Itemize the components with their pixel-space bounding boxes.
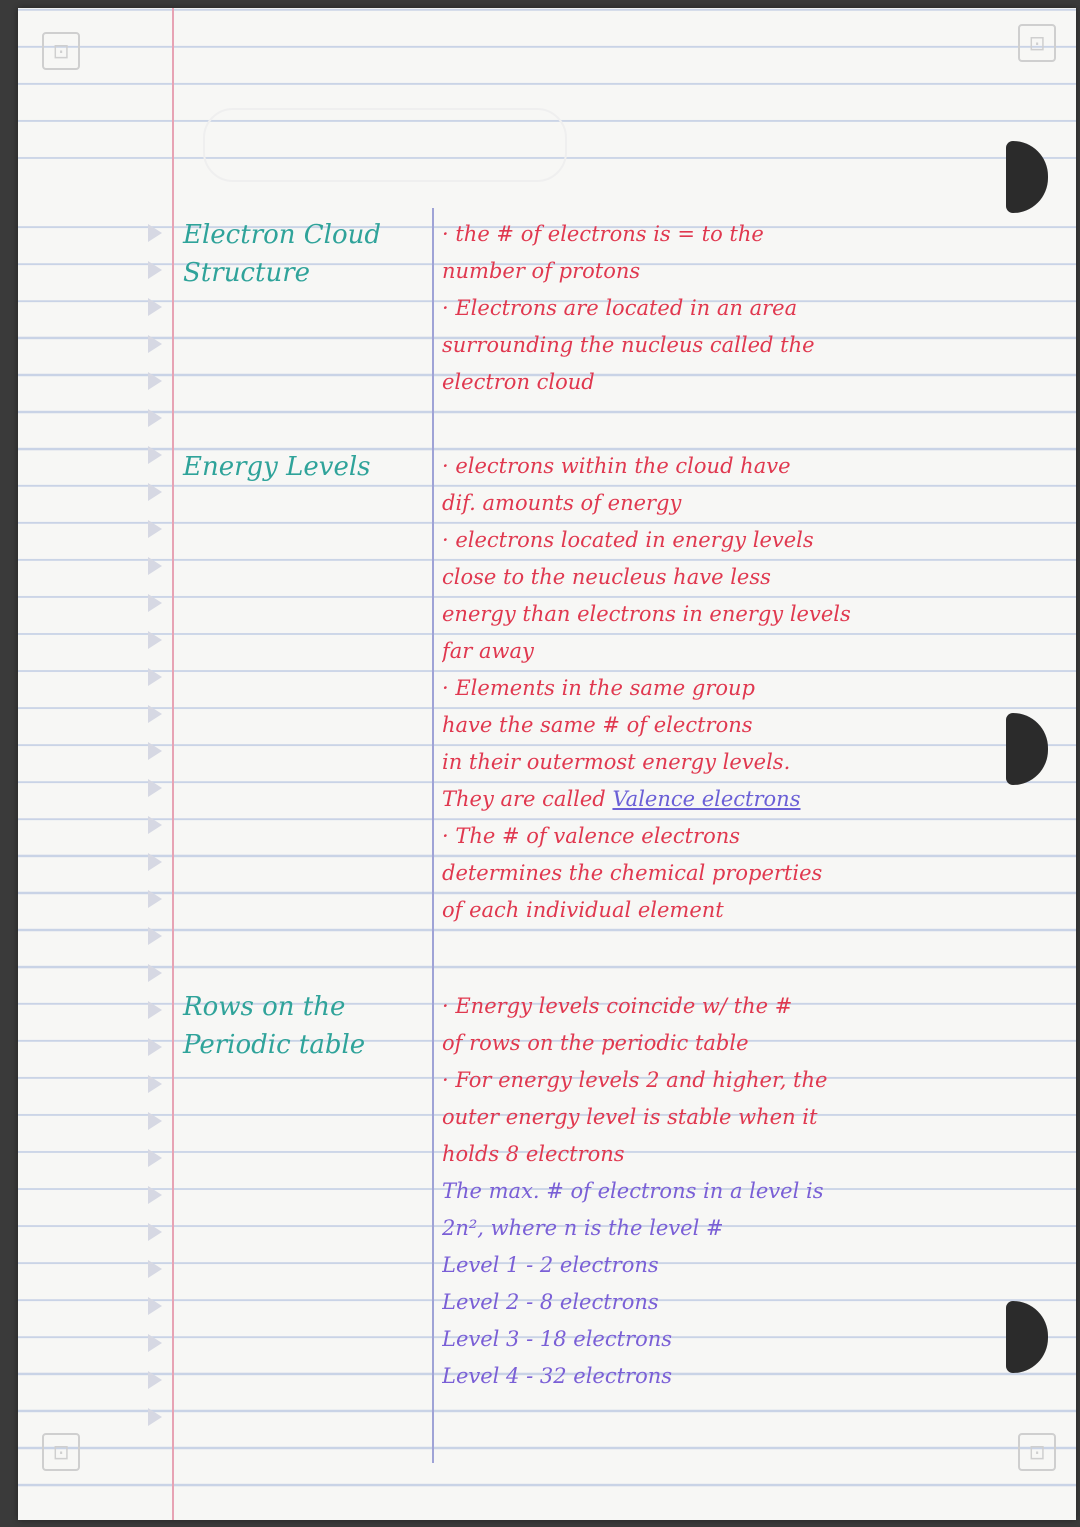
margin-triangle-icon — [148, 1408, 162, 1426]
margin-triangle-icon — [148, 261, 162, 279]
note-line: of rows on the periodic table — [442, 1031, 749, 1055]
margin-triangle-icon — [148, 816, 162, 834]
term-rows-periodic-table — [183, 988, 365, 1064]
term-electron-cloud-structure — [183, 216, 381, 292]
margin-triangle-icon — [148, 927, 162, 945]
note-line: · Elements in the same group — [442, 676, 755, 700]
term-line: Electron Cloud — [183, 220, 382, 250]
margin-triangle-icon — [148, 409, 162, 427]
term-energy-levels — [183, 448, 371, 486]
margin-triangle-icon — [148, 1371, 162, 1389]
margin-triangle-icon — [148, 742, 162, 760]
binder-hole-lower — [1006, 1301, 1048, 1373]
note-line: holds 8 electrons — [442, 1142, 625, 1166]
note-line: · Energy levels coincide w/ the # — [442, 994, 793, 1018]
notes-rows-periodic-table — [442, 988, 932, 1395]
margin-triangle-icon — [148, 779, 162, 797]
notes-electron-cloud-structure — [442, 216, 932, 401]
note-line-purple: The max. # of electrons in a level is — [442, 1179, 824, 1203]
margin-triangle-icon — [148, 1186, 162, 1204]
corner-mark-icon: ⊡ — [42, 32, 80, 70]
margin-triangle-icon — [148, 557, 162, 575]
note-line-purple: Level 3 - 18 electrons — [442, 1327, 673, 1351]
margin-triangle-icon — [148, 964, 162, 982]
note-line: outer energy level is stable when it — [442, 1105, 818, 1129]
margin-triangle-icon — [148, 520, 162, 538]
column-divider — [432, 208, 434, 1463]
margin-triangle-icon — [148, 668, 162, 686]
note-line-purple: Level 2 - 8 electrons — [442, 1290, 659, 1314]
margin-triangle-icon — [148, 1149, 162, 1167]
corner-mark-icon: ⊡ — [1018, 1433, 1056, 1471]
term-line: Structure — [183, 258, 311, 288]
margin-triangle-icon — [148, 853, 162, 871]
note-line-purple: Level 1 - 2 electrons — [442, 1253, 659, 1277]
term-line: Energy Levels — [183, 452, 371, 482]
note-line: close to the neucleus have less — [442, 565, 771, 589]
note-line: · Electrons are located in an area — [442, 296, 798, 320]
margin-triangle-icon — [148, 483, 162, 501]
note-line: · electrons located in energy levels — [442, 528, 814, 552]
margin-triangle-icon — [148, 1223, 162, 1241]
margin-triangle-icon — [148, 890, 162, 908]
note-line: · For energy levels 2 and higher, the — [442, 1068, 828, 1092]
note-line: number of protons — [442, 259, 641, 283]
margin-triangle-icon — [148, 298, 162, 316]
margin-line — [172, 8, 174, 1520]
margin-triangle-icon — [148, 1038, 162, 1056]
note-line: electron cloud — [442, 370, 595, 394]
corner-mark-icon: ⊡ — [1018, 24, 1056, 62]
note-line: · The # of valence electrons — [442, 824, 741, 848]
note-line: have the same # of electrons — [442, 713, 753, 737]
valence-electrons-term: Valence electrons — [612, 787, 801, 811]
margin-triangle-icon — [148, 372, 162, 390]
note-line: far away — [442, 639, 534, 663]
margin-triangle-icon — [148, 1075, 162, 1093]
note-line-purple: Level 4 - 32 electrons — [442, 1364, 673, 1388]
note-line — [442, 781, 932, 818]
margin-triangle-icon — [148, 224, 162, 242]
margin-triangle-icon — [148, 631, 162, 649]
notebook-page — [18, 8, 1076, 1520]
note-line: energy than electrons in energy levels — [442, 602, 851, 626]
note-line-purple: 2n², where n is the level # — [442, 1216, 724, 1240]
binder-hole-middle — [1006, 713, 1048, 785]
margin-triangle-icon — [148, 594, 162, 612]
margin-triangle-icon — [148, 446, 162, 464]
margin-triangle-icon — [148, 1260, 162, 1278]
margin-triangle-icon — [148, 1112, 162, 1130]
corner-mark-icon: ⊡ — [42, 1433, 80, 1471]
term-line: Periodic table — [183, 1030, 366, 1060]
margin-triangle-icon — [148, 1334, 162, 1352]
margin-triangle-icon — [148, 335, 162, 353]
note-text: They are called — [442, 787, 606, 811]
note-line: · the # of electrons is = to the — [442, 222, 764, 246]
binder-hole-top — [1006, 141, 1048, 213]
note-line: surrounding the nucleus called the — [442, 333, 815, 357]
note-line: determines the chemical properties — [442, 861, 823, 885]
margin-triangle-icon — [148, 1297, 162, 1315]
note-line: dif. amounts of energy — [442, 491, 682, 515]
note-line: in their outermost energy levels. — [442, 750, 791, 774]
note-line: of each individual element — [442, 898, 724, 922]
margin-triangle-icon — [148, 1001, 162, 1019]
term-line: Rows on the — [183, 992, 346, 1022]
faint-erased-title — [203, 108, 567, 182]
notes-energy-levels — [442, 448, 932, 929]
note-line: · electrons within the cloud have — [442, 454, 791, 478]
margin-triangle-icon — [148, 705, 162, 723]
